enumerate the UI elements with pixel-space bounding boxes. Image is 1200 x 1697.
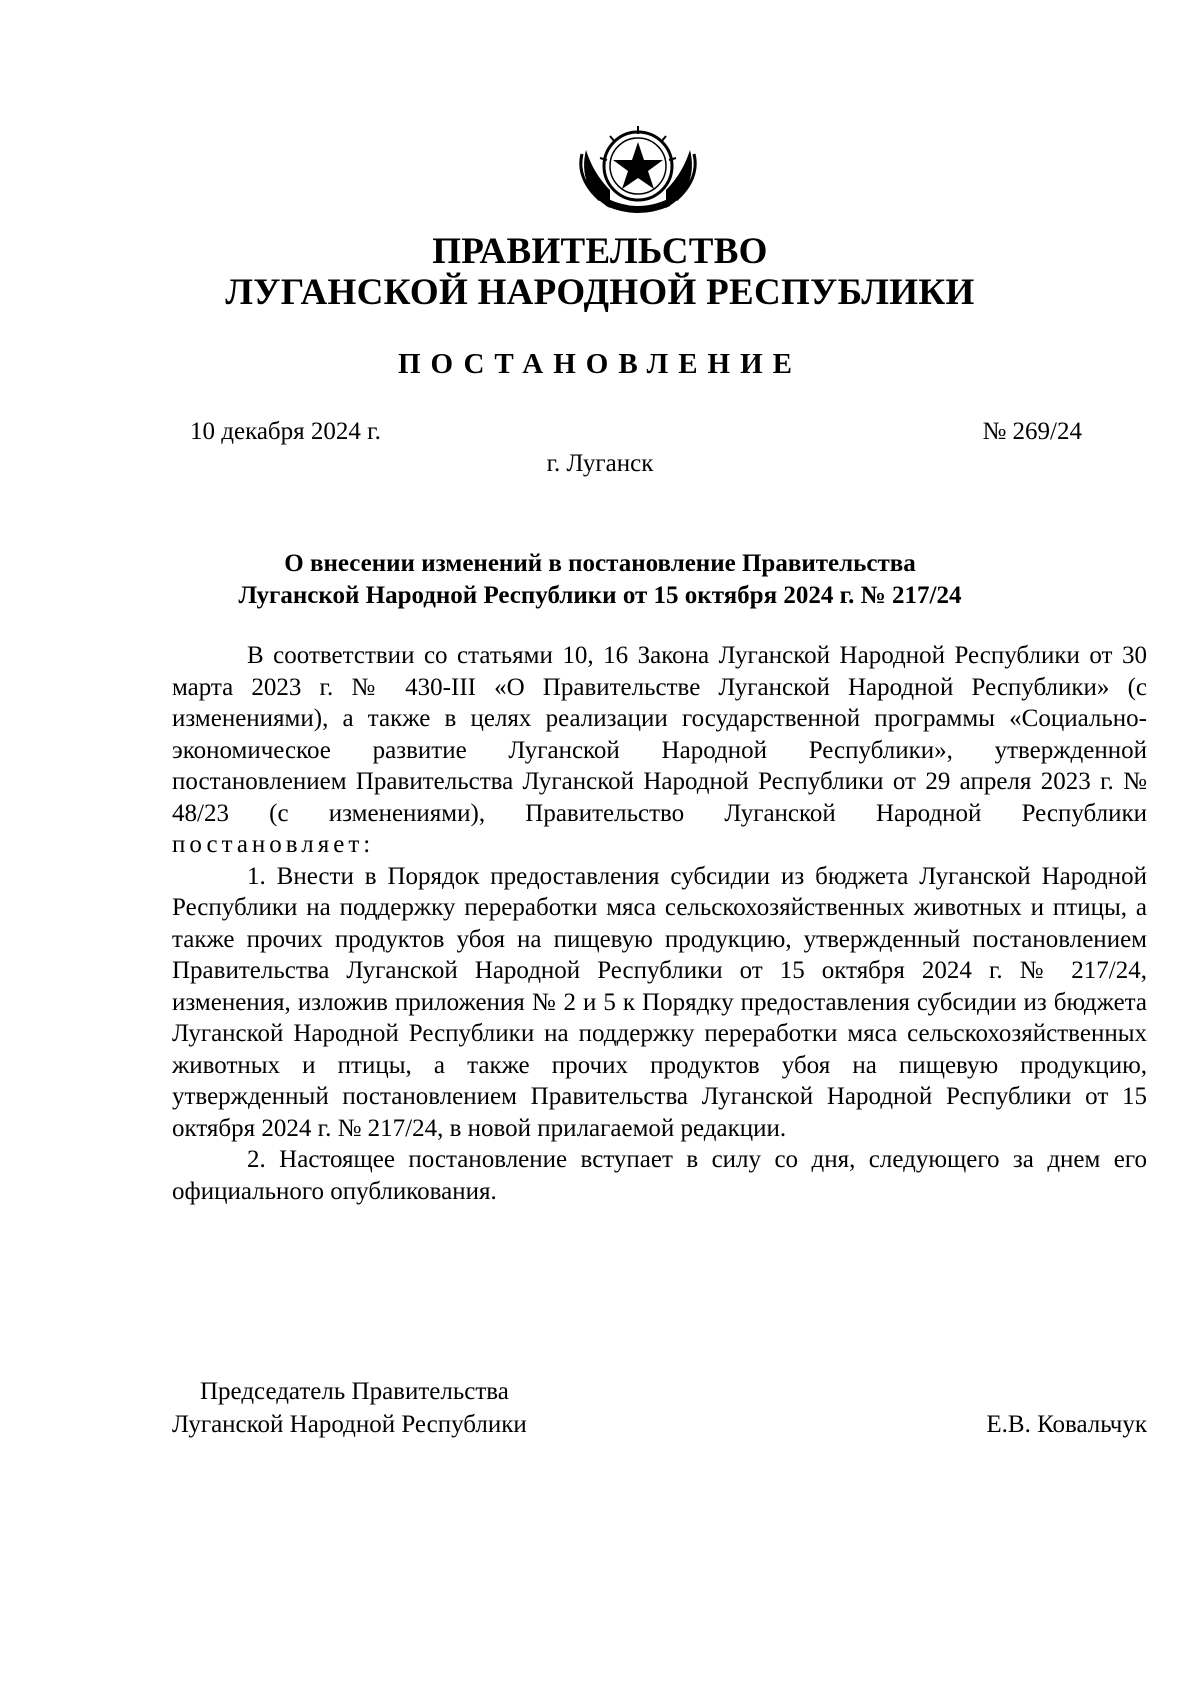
signatory-name: Е.В. Ковальчук (986, 1411, 1147, 1438)
subject-line1: О внесении изменений в постановление Правительства (284, 550, 916, 577)
decree-word: постановляет: (172, 831, 375, 858)
preamble-paragraph (172, 640, 1147, 861)
preamble-text: В соответствии со статьями 10, 16 Закона Луганской Народной Республики от 30 марта 2023 г. № 430-III «О Правительстве Луганской Народной Республики» (с изменениями), а также в целях реализации государственной программы «Социально-экономическое развитие Луганской Народной Республики», утвержденной постановлением Правительства Луганской Народной Республики от 29 апреля 2023 г. № 48/23 (с изменениями), Правительство Луганской Народной Республики (172, 642, 1147, 827)
org-title-line2: ЛУГАНСКОЙ НАРОДНОЙ РЕСПУБЛИКИ (225, 272, 975, 313)
org-title-line1: ПРАВИТЕЛЬСТВО (432, 231, 768, 272)
item-2-paragraph: 2. Настоящее постановление вступает в силу со дня, следующего за днем его официального опубликования. (172, 1146, 1147, 1205)
document-subject (0, 548, 1200, 612)
signatory-position (172, 1375, 527, 1441)
document-city: г. Луганск (546, 450, 654, 477)
document-number: № 269/24 (982, 418, 1082, 445)
lnr-coat-of-arms-icon (570, 120, 706, 216)
document-type: ПОСТАНОВЛЕНИЕ (397, 348, 802, 380)
document-date: 10 декабря 2024 г. (190, 418, 381, 445)
signatory-position-line2: Луганской Народной Республики (172, 1411, 527, 1438)
document-body (172, 640, 1147, 1207)
item-1-paragraph: 1. Внести в Порядок предоставления субсидии из бюджета Луганской Народной Республики на поддержку переработки мяса сельскохозяйственных животных и птицы, а также прочих продуктов убоя на пищевую продукцию, утвержденный постановлением Правительства Луганской Народной Республики от 15 октября 2024 г. № 217/24, изменения, изложив приложения № 2 и 5 к Порядку предоставления субсидии из бюджета Луганской Народной Республики на поддержку переработки мяса сельскохозяйственных животных и птицы, а также прочих продуктов убоя на пищевую продукцию, утвержденный постановлением Правительства Луганской Народной Республики от 15 октября 2024 г. № 217/24, в новой прилагаемой редакции. (172, 862, 1147, 1142)
subject-line2: Луганской Народной Республики от 15 октября 2024 г. № 217/24 (238, 582, 962, 609)
signatory-position-line1: Председатель Правительства (200, 1378, 509, 1405)
